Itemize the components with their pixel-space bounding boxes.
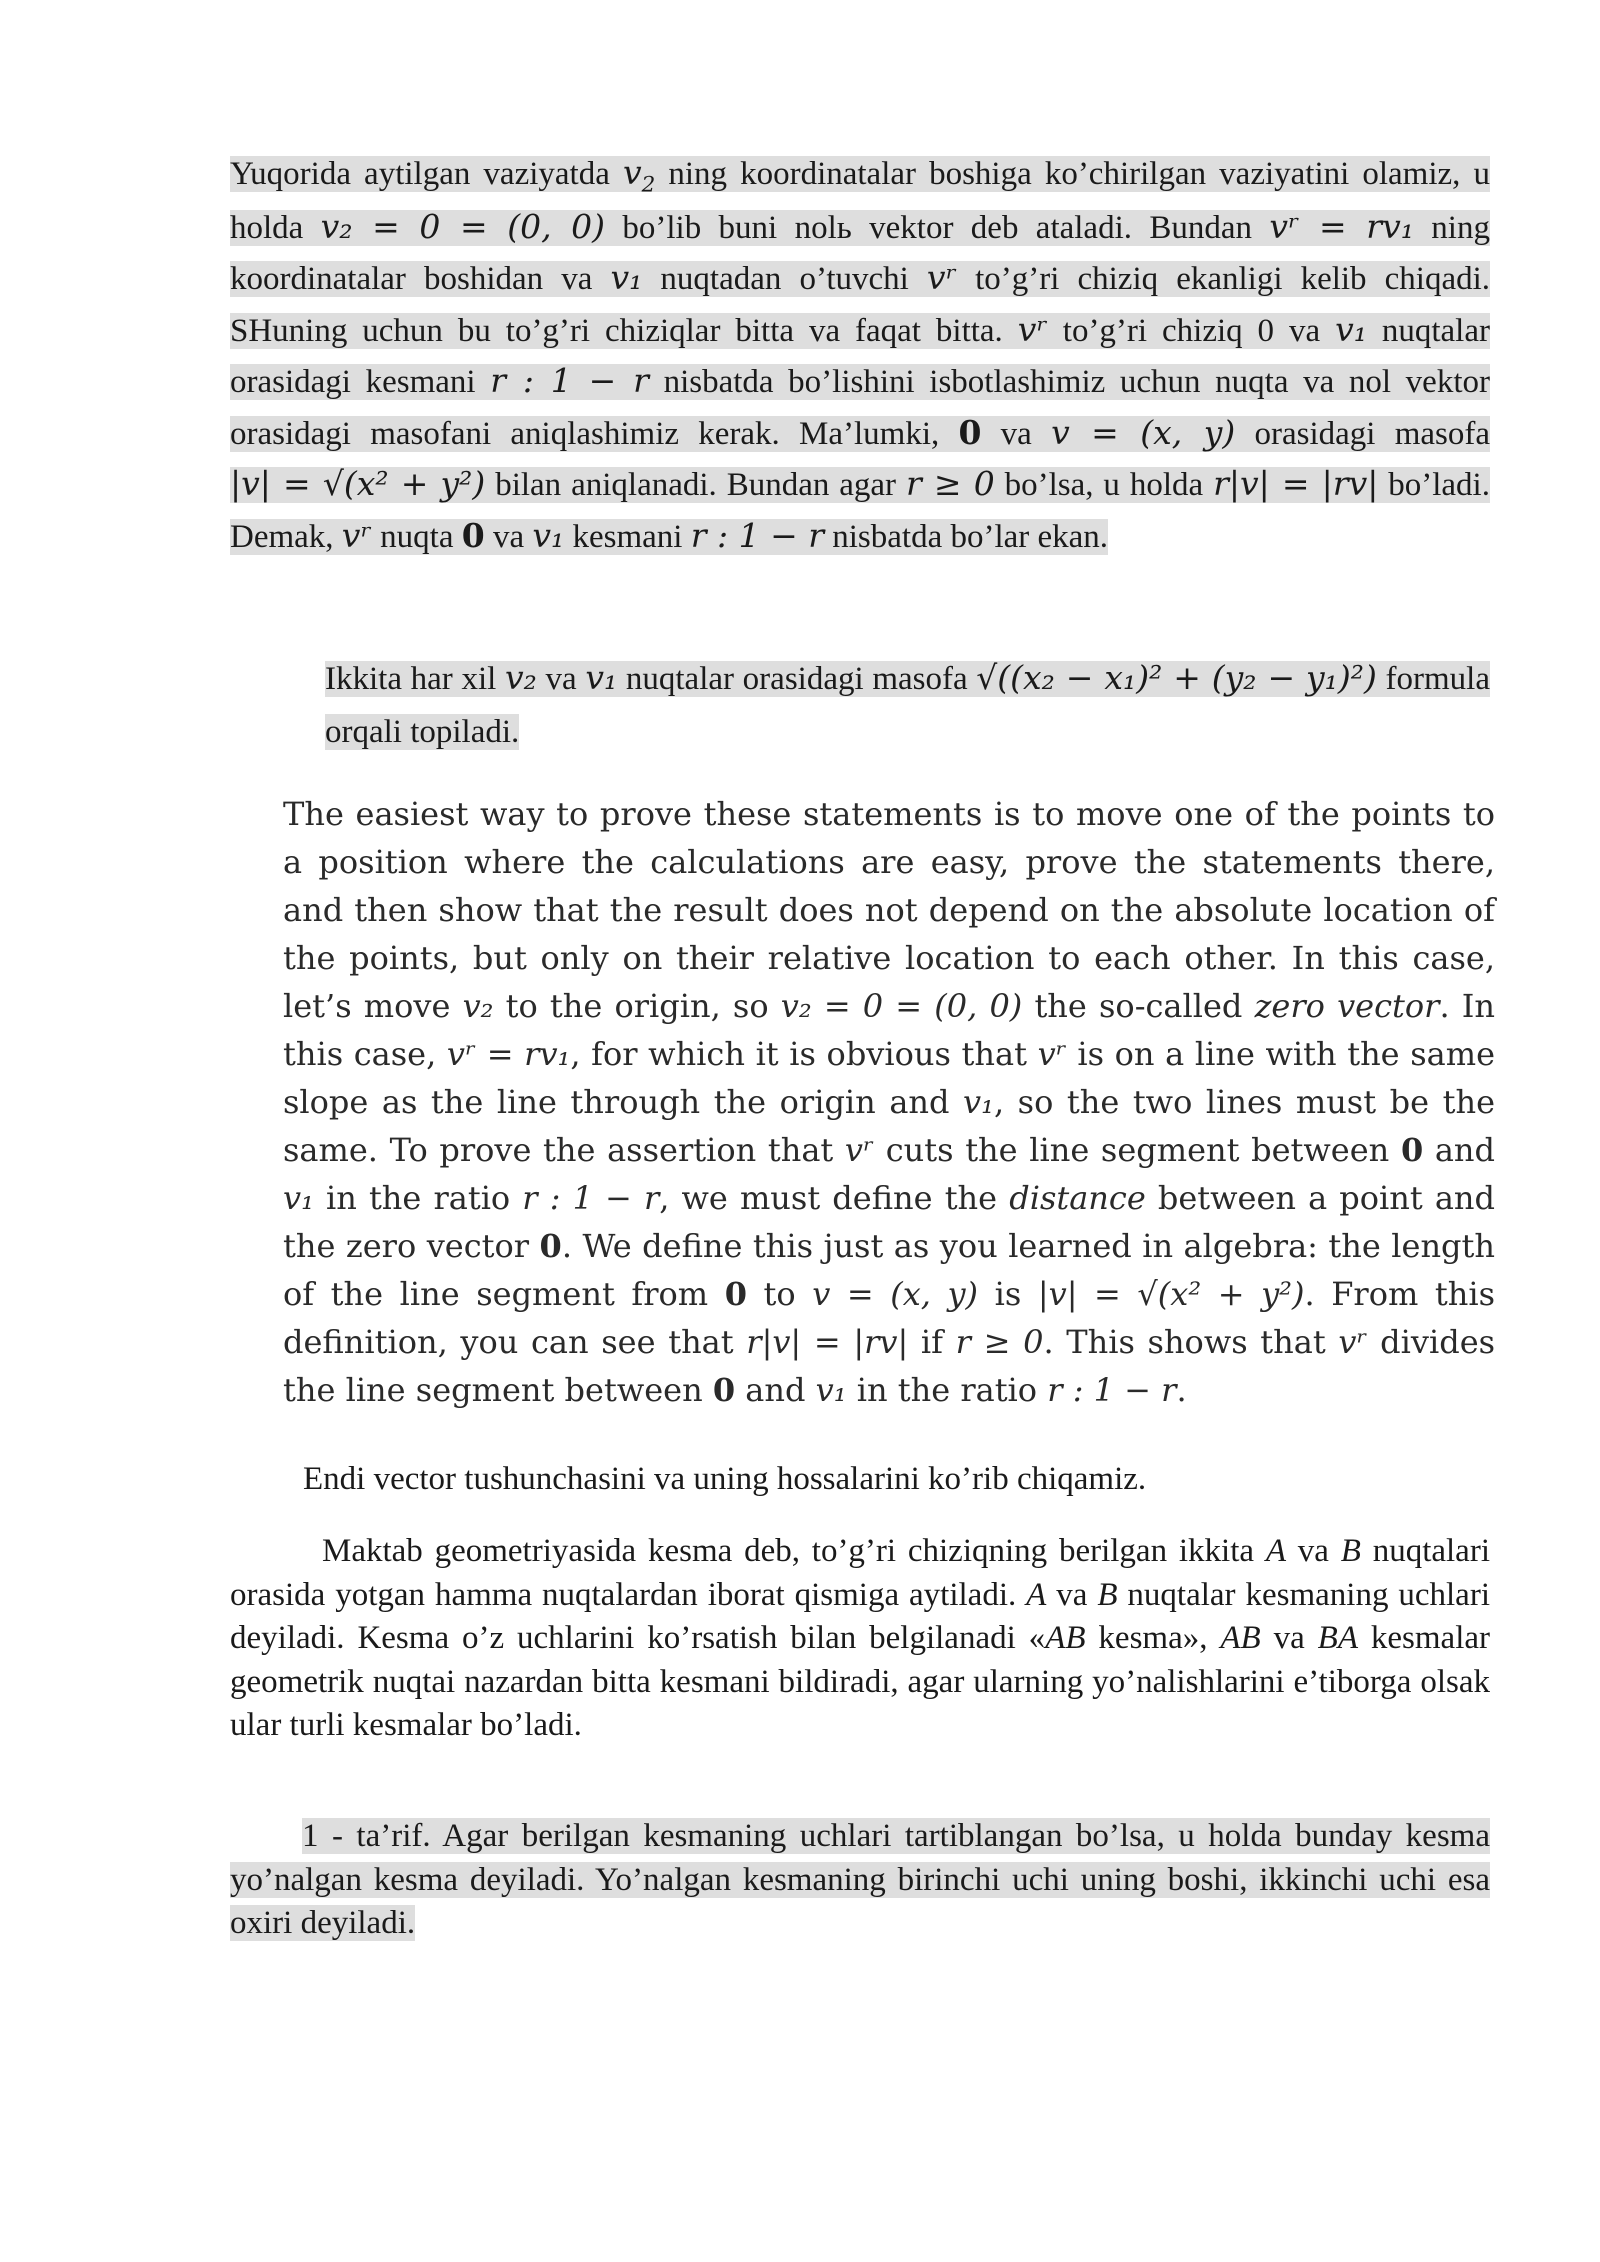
uz-paragraph-3: Endi vector tushunchasini va uning hossalarini ko’rib chiqamiz. xyxy=(303,1461,1147,1497)
math: v₁ xyxy=(815,1371,847,1409)
math-v2: $v_2$ xyxy=(622,153,656,198)
math-distance-formula: √((x₂ − x₁)² + (y₂ − y₁)²) xyxy=(976,658,1377,697)
text: Maktab geometriyasida kesma deb, to’g’ri chiziqning berilgan ikkita xyxy=(322,1533,1266,1569)
math: r ≥ 0 xyxy=(955,1323,1044,1361)
definition-text: 1 - ta’rif. Agar berilgan kesmaning uchlari tartiblangan bo’lsa, u holda bunday kesma yo’nalgan kesma deyiladi. Yo’nalgan kesmaning birinchi uchi uning boshi, ikkinchi uchi esa oxiri deyiladi. xyxy=(230,1818,1490,1942)
math: 0 xyxy=(724,1275,747,1313)
math-vr: vʳ xyxy=(926,258,958,298)
text: . This shows that xyxy=(1043,1323,1339,1361)
text: va xyxy=(1046,1576,1098,1613)
math: vʳ xyxy=(844,1131,875,1169)
math: vʳ xyxy=(1037,1035,1067,1073)
math: |v| = √(x² + y²) xyxy=(1037,1275,1305,1313)
math-vr: vʳ xyxy=(341,515,372,555)
math-ratio: r : 1 − r xyxy=(690,515,824,555)
text: kesmani xyxy=(564,518,691,555)
math-zero-vector: v₂ = 0 = (0, 0) xyxy=(320,206,606,246)
point-label: B xyxy=(1097,1576,1118,1613)
math: r : 1 − r xyxy=(1047,1371,1177,1409)
text: cuts the line segment between xyxy=(874,1131,1401,1169)
math: 0 xyxy=(539,1227,562,1265)
text: to’g’ri chiziq ekanligi kelib chiqadi. SHuning uchun bu to’g’ri chiziqlar bitta va faqat bitta. xyxy=(230,261,1491,349)
text: nisbatda bo’lishini isbotlashimiz uchun nuqta va nol vektor orasidagi masofani aniqlashimiz kerak. Ma’lumki, xyxy=(230,364,1490,452)
point-label: A xyxy=(1265,1533,1286,1569)
text: nuqtalar orasidagi masofa xyxy=(617,661,977,697)
text: is xyxy=(978,1275,1038,1313)
uz-paragraph-2 xyxy=(325,652,1490,759)
text: nuqtalari orasida yotgan hamma nuqtalardan iborat qismiga aytiladi. xyxy=(230,1533,1490,1613)
text: Ikkita har xil xyxy=(325,661,505,697)
text: kesma», xyxy=(1085,1620,1221,1657)
text: nuqtalar orasidagi kesmani xyxy=(230,312,1490,401)
text: , for which it is obvious that xyxy=(570,1035,1038,1073)
math-v-xy: v = (x, y) xyxy=(1051,412,1236,452)
emphasis: distance xyxy=(1009,1179,1146,1217)
uz-paragraph-1 xyxy=(230,148,1490,562)
text: to xyxy=(746,1275,813,1313)
text: va xyxy=(484,518,533,555)
math: vʳ = rv₁ xyxy=(446,1035,571,1073)
text: to the origin, so xyxy=(493,987,781,1025)
text: The easiest way to prove these statements is to move one of the points to a position where the calculations are easy, prove the statements there, and then show that the result does not depend on the absolute location of the points, but only on their relative location to each other. In this case, let’s move xyxy=(283,795,1495,1025)
text: and xyxy=(1423,1131,1496,1169)
point-label: B xyxy=(1340,1533,1361,1569)
math-vr-equation: vʳ = rv₁ xyxy=(1269,206,1414,246)
text: bo’ladi. Demak, xyxy=(230,467,1490,555)
math-inequality: r ≥ 0 xyxy=(905,464,995,504)
text: ning koordinatalar boshiga ko’chirilgan vaziyatini olamiz, u holda xyxy=(230,156,1491,246)
text: bo’lsa, u holda xyxy=(994,467,1214,504)
text: , so the two lines must be the same. To prove the assertion that xyxy=(283,1083,1496,1169)
text: va xyxy=(536,661,586,697)
segment-label: AB xyxy=(1045,1620,1086,1657)
math: v = (x, y) xyxy=(812,1275,979,1313)
math-scale: r|v| = |rv| xyxy=(1213,464,1379,504)
text: orasidagi masofa xyxy=(1235,415,1490,452)
math-vr: vʳ xyxy=(1017,309,1048,349)
text: , we must define the xyxy=(659,1179,1010,1217)
text: ning koordinatalar boshidan va xyxy=(230,209,1490,298)
text: the so-called xyxy=(1022,987,1255,1025)
math-v2: v₂ xyxy=(504,658,537,697)
text: va xyxy=(1286,1533,1341,1569)
text: kesmalar geometrik nuqtai nazardan bitta kesmani bildiradi, agar ularning yo’nalishlarini e’tiborga olsak ular turli kesmalar bo’ladi. xyxy=(230,1620,1490,1744)
text: formula orqali topiladi. xyxy=(325,661,1490,750)
text: bo’lib buni nolь vektor deb ataladi. Bundan xyxy=(605,209,1270,246)
text: . We define this just as you learned in algebra: the length of the line segment from xyxy=(283,1227,1496,1313)
math-ratio: r : 1 − r xyxy=(490,361,649,401)
math: vʳ xyxy=(1338,1323,1368,1361)
uz-paragraph-4 xyxy=(230,1530,1490,1748)
text: va xyxy=(981,415,1052,452)
math-v1: v₁ xyxy=(532,515,565,555)
segment-label: AB xyxy=(1220,1620,1261,1657)
text: in the ratio xyxy=(846,1371,1048,1409)
text: and xyxy=(735,1371,816,1409)
text: nuqta xyxy=(371,518,462,555)
text: nuqtalar kesmaning uchlari deyiladi. Kesma o’z uchlarini ko’rsatish bilan belgilanadi « xyxy=(230,1576,1490,1657)
text: divides the line segment between xyxy=(283,1323,1496,1409)
text: bilan aniqlanadi. Bundan agar xyxy=(485,467,906,504)
math: v₂ = 0 = (0, 0) xyxy=(780,987,1023,1025)
text: va xyxy=(1260,1620,1318,1657)
math: 0 xyxy=(712,1371,736,1409)
text: between a point and the zero vector xyxy=(283,1179,1496,1265)
emphasis: zero vector xyxy=(1254,987,1440,1025)
text: nuqtadan o’tuvchi xyxy=(642,261,927,298)
text: . From this definition, you can see that xyxy=(283,1275,1496,1361)
text: . xyxy=(1176,1371,1187,1409)
text: . In this case, xyxy=(283,987,1496,1073)
math-norm: |v| = √(x² + y²) xyxy=(230,464,486,504)
text: is on a line with the same slope as the line through the origin and xyxy=(283,1035,1496,1121)
point-label: A xyxy=(1026,1576,1047,1613)
math: r : 1 − r xyxy=(522,1179,660,1217)
math: v₂ xyxy=(462,987,494,1025)
math-zero: 0 xyxy=(958,412,982,452)
math-v1: v₁ xyxy=(1335,309,1367,349)
math: r|v| = |rv| xyxy=(746,1323,909,1361)
text: to’g’ri chiziq 0 va xyxy=(1047,312,1336,349)
math: v₁ xyxy=(963,1083,994,1121)
math-zero: 0 xyxy=(461,515,485,555)
segment-label: BA xyxy=(1317,1620,1358,1657)
text: nisbatda bo’lar ekan. xyxy=(824,518,1109,555)
uz-paragraph-5-definition xyxy=(230,1815,1490,1946)
text: if xyxy=(908,1323,956,1361)
math-v1: v₁ xyxy=(610,258,643,298)
math: 0 xyxy=(1400,1131,1424,1169)
math-v1: v₁ xyxy=(585,658,618,697)
text: in the ratio xyxy=(313,1179,523,1217)
text: Yuqorida aytilgan vaziyatda xyxy=(230,156,623,192)
math: v₁ xyxy=(283,1179,314,1217)
en-paragraph xyxy=(283,790,1495,1414)
